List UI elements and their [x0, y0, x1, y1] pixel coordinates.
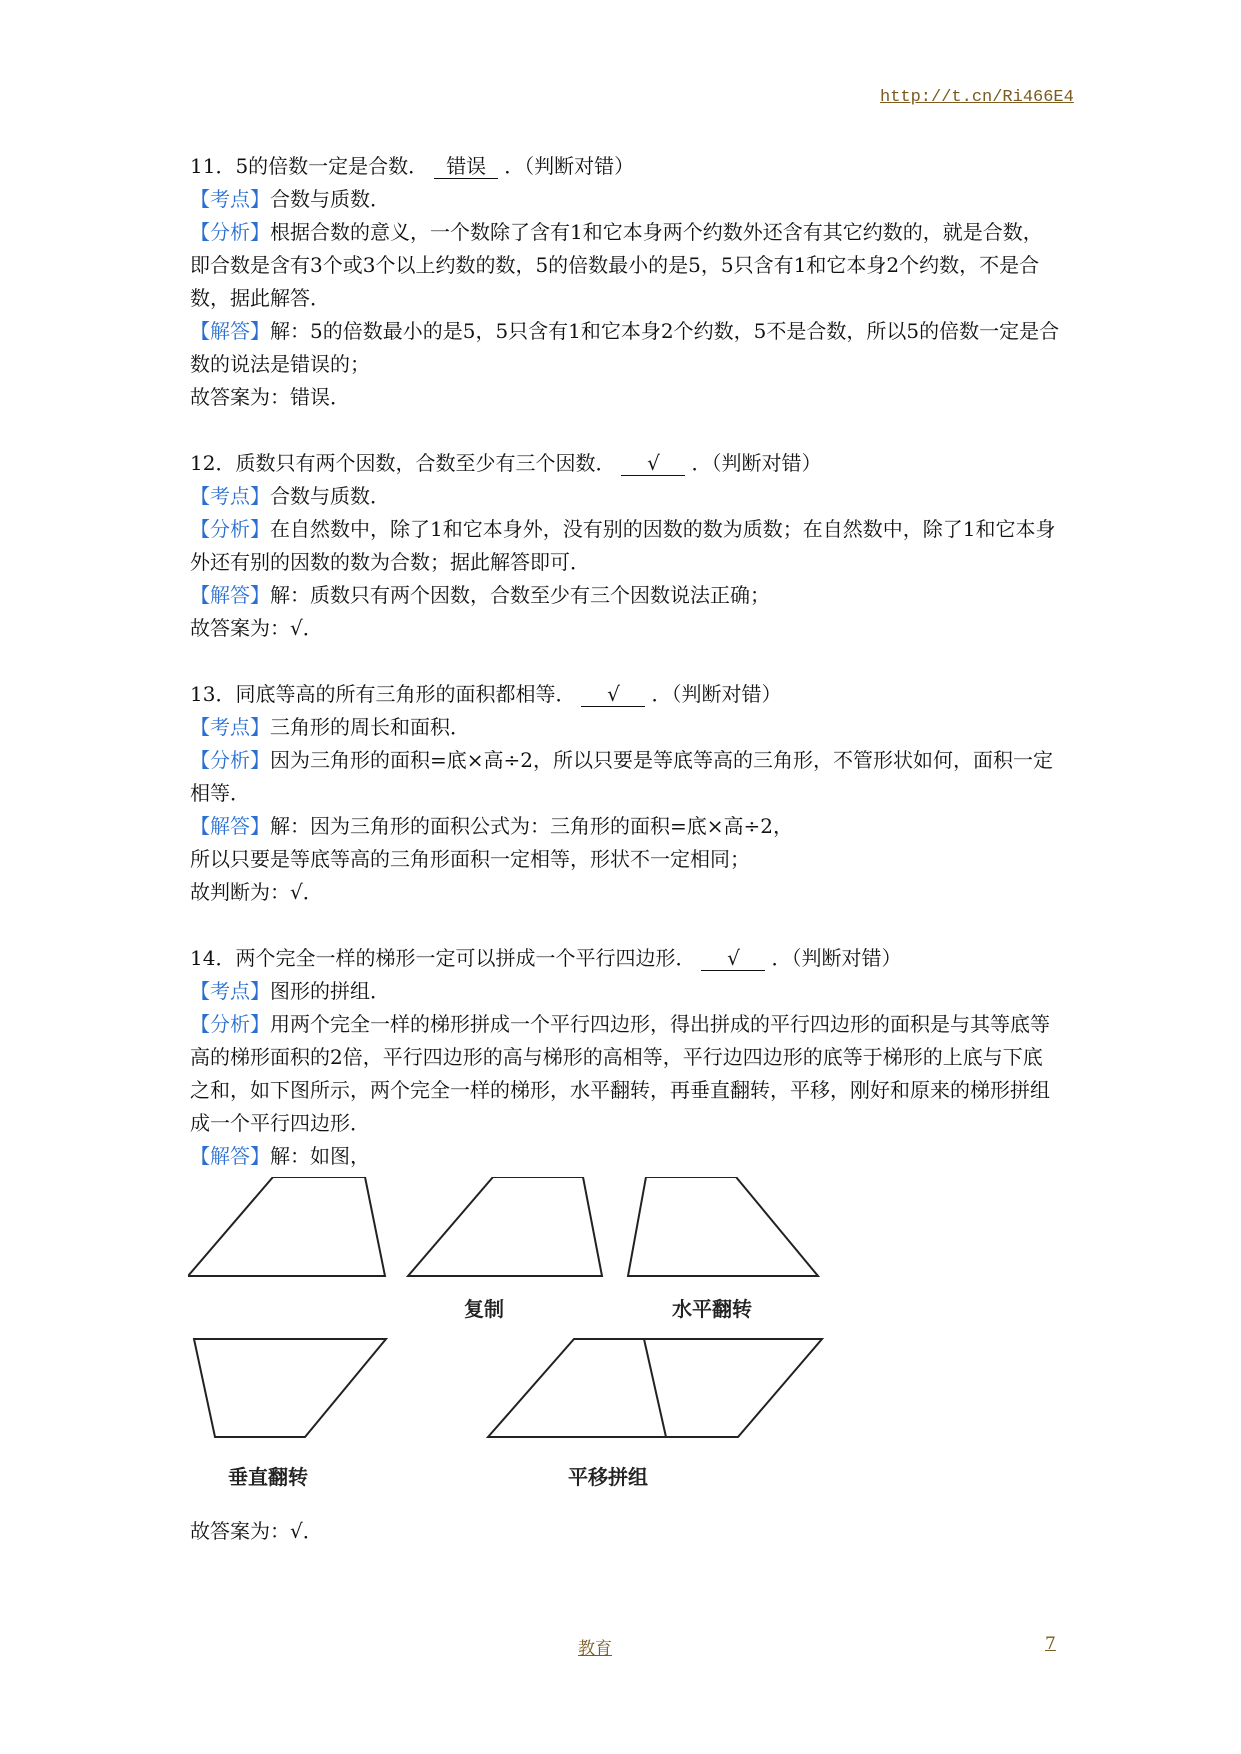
fenxi-tag: 【分析】 — [190, 517, 270, 541]
kaodian-tag: 【考点】 — [190, 979, 270, 1003]
label-translate: 平移拼组 — [568, 1465, 648, 1489]
kaodian-tag: 【考点】 — [190, 715, 270, 739]
prompt-text: 13．同底等高的所有三角形的面积都相等． — [190, 682, 576, 706]
trapezoid-vflip — [194, 1339, 386, 1437]
fenxi-tag: 【分析】 — [190, 748, 270, 772]
trapezoid-figure — [188, 1177, 868, 1507]
kaodian-text: 合数与质数． — [270, 484, 390, 508]
jieda-text: 解：如图， — [270, 1144, 370, 1168]
prompt-suffix: ．（判断对错） — [504, 154, 635, 178]
jieda-text: 解：5的倍数最小的是5，5只含有1和它本身2个约数，5不是合数，所以5的倍数一定是合数的说法是错误的； — [190, 319, 1060, 376]
prompt-text: 14．两个完全一样的梯形一定可以拼成一个平行四边形． — [190, 946, 696, 970]
answer-blank: 错误 — [434, 154, 498, 179]
jieda-text: 解：因为三角形的面积公式为：三角形的面积=底×高÷2， — [270, 814, 793, 838]
prompt-suffix: ．（判断对错） — [651, 682, 782, 706]
question-14 — [190, 942, 1060, 1548]
question-prompt — [190, 447, 1060, 480]
kaodian-text: 合数与质数． — [270, 187, 390, 211]
trapezoid-original — [188, 1177, 385, 1276]
answer-blank: √ — [621, 451, 685, 476]
fenxi-tag: 【分析】 — [190, 1012, 270, 1036]
trapezoid-hflip — [628, 1177, 818, 1276]
kaodian-text: 三角形的周长和面积． — [270, 715, 470, 739]
prompt-text: 11．5的倍数一定是合数． — [190, 154, 429, 178]
jieda-tag: 【解答】 — [190, 583, 270, 607]
jieda-text-continued: 所以只要是等底等高的三角形面积一定相等，形状不一定相同； — [190, 847, 750, 871]
jieda-text: 解：质数只有两个因数，合数至少有三个因数说法正确； — [270, 583, 770, 607]
footer-center-link[interactable]: 教育 — [578, 1639, 612, 1659]
jieda-tag: 【解答】 — [190, 1144, 270, 1168]
page-number: 7 — [1045, 1634, 1056, 1654]
jieda-tag: 【解答】 — [190, 319, 270, 343]
kaodian-tag: 【考点】 — [190, 187, 270, 211]
answer-blank: √ — [701, 946, 765, 971]
fenxi-text: 根据合数的意义，一个数除了含有1和它本身两个约数外还含有其它约数的，就是合数，即合数是含有3个或3个以上约数的数，5的倍数最小的是5，5只含有1和它本身2个约数，不是合数，据此解答． — [190, 220, 1043, 310]
conclusion: 故答案为：错误． — [190, 385, 350, 409]
fenxi-text: 用两个完全一样的梯形拼成一个平行四边形，得出拼成的平行四边形的面积是与其等底等高的梯形面积的2倍，平行四边形的高与梯形的高相等，平行边四边形的底等于梯形的上底与下底之和，如下图所示，两个完全一样的梯形，水平翻转，再垂直翻转，平移，刚好和原来的梯形拼组成一个平行四边形． — [190, 1012, 1050, 1135]
conclusion: 故答案为：√． — [190, 1519, 323, 1543]
label-copy: 复制 — [464, 1297, 504, 1321]
fenxi-tag: 【分析】 — [190, 220, 270, 244]
prompt-suffix: ．（判断对错） — [771, 946, 902, 970]
label-vflip: 垂直翻转 — [228, 1465, 308, 1489]
answer-blank: √ — [581, 682, 645, 707]
question-13 — [190, 678, 1060, 909]
trapezoid-diagram — [188, 1177, 868, 1507]
question-prompt — [190, 678, 1060, 711]
jieda-tag: 【解答】 — [190, 814, 270, 838]
fenxi-text: 因为三角形的面积=底×高÷2，所以只要是等底等高的三角形，不管形状如何，面积一定相等． — [190, 748, 1053, 805]
trapezoid-copy — [408, 1177, 602, 1276]
label-hflip: 水平翻转 — [672, 1297, 752, 1321]
conclusion: 故判断为：√． — [190, 880, 323, 904]
question-prompt — [190, 942, 1060, 975]
parallelogram-seam — [644, 1339, 666, 1437]
conclusion: 故答案为：√． — [190, 616, 323, 640]
kaodian-tag: 【考点】 — [190, 484, 270, 508]
question-12 — [190, 447, 1060, 645]
header-url-link[interactable]: http://t.cn/Ri466E4 — [880, 88, 1074, 107]
kaodian-text: 图形的拼组． — [270, 979, 390, 1003]
question-prompt — [190, 150, 1060, 183]
prompt-suffix: ．（判断对错） — [691, 451, 822, 475]
document-body — [190, 150, 1060, 1548]
prompt-text: 12．质数只有两个因数，合数至少有三个因数． — [190, 451, 616, 475]
fenxi-text: 在自然数中，除了1和它本身外，没有别的因数的数为质数；在自然数中，除了1和它本身外还有别的因数的数为合数；据此解答即可． — [190, 517, 1056, 574]
question-11 — [190, 150, 1060, 414]
